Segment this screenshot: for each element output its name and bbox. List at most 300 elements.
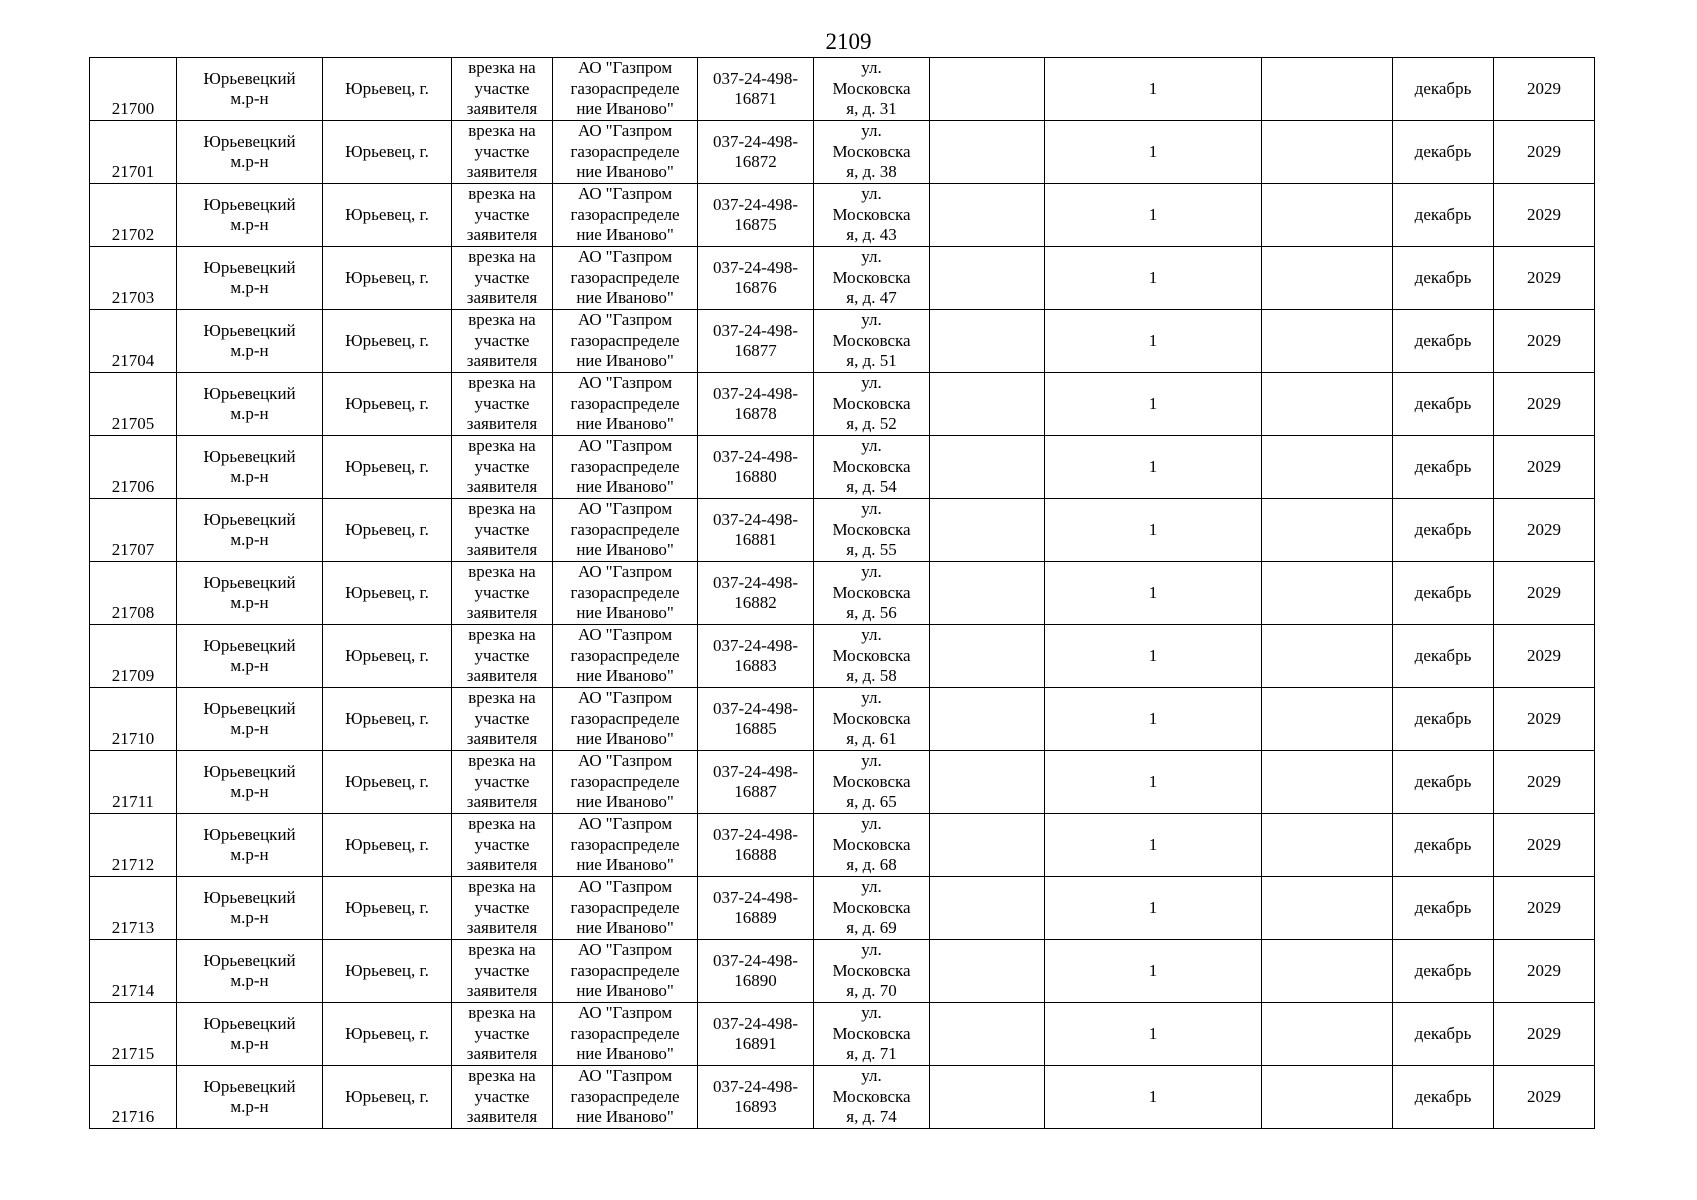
month-cell: декабрь [1393,310,1494,373]
object-code-cell [698,814,814,877]
cell-line: м.р-н [230,1097,269,1116]
cell-line: 16882 [734,593,777,612]
object-code-cell [698,499,814,562]
city-cell: Юрьевец, г. [323,1003,452,1066]
city-cell: Юрьевец, г. [323,373,452,436]
cell-line: газораспределе [570,78,680,98]
object-code-cell [698,184,814,247]
cell-line: ул. [861,814,882,834]
object-code-cell [698,1003,814,1066]
city-cell: Юрьевец, г. [323,625,452,688]
cell-line: заявителя [466,225,538,245]
cell-line: врезка на [468,184,536,204]
district-cell [177,688,323,751]
cell-line: ул. [861,310,882,330]
empty-cell [930,940,1045,1003]
district-cell [177,58,323,121]
district-cell [177,436,323,499]
month-cell: декабрь [1393,1066,1494,1129]
cell-line: Московска [832,393,911,413]
district-cell [177,310,323,373]
cell-line: я, д. 31 [846,99,897,119]
address-cell [814,310,930,373]
cell-line: ул. [861,877,882,897]
cell-line: участке [474,645,530,665]
address-cell [814,58,930,121]
address-cell [814,877,930,940]
cell-line: ние Иваново" [576,99,674,119]
district-cell [177,562,323,625]
district-cell [177,184,323,247]
connection-type-cell [452,877,553,940]
cell-line: заявителя [466,603,538,623]
cell-line: Московска [832,897,911,917]
row-number-cell: 21709 [90,625,177,688]
row-number-cell: 21705 [90,373,177,436]
cell-line: ул. [861,940,882,960]
city-cell: Юрьевец, г. [323,1066,452,1129]
cell-line: заявителя [466,162,538,182]
cell-line: АО "Газпром [578,940,672,960]
cell-line: ул. [861,436,882,456]
address-cell [814,1003,930,1066]
page-number: 2109 [825,29,872,54]
row-number-cell: 21707 [90,499,177,562]
city-cell: Юрьевец, г. [323,121,452,184]
cell-line: Юрьевецкий [203,887,296,907]
cell-line: участке [474,456,530,476]
cell-line: я, д. 69 [846,918,897,938]
year-cell: 2029 [1494,562,1595,625]
cell-line: Московска [832,582,911,602]
year-cell: 2029 [1494,1003,1595,1066]
cell-line: 037-24-498- [713,698,798,718]
organization-cell [553,688,698,751]
cell-line: АО "Газпром [578,499,672,519]
cell-line: 16872 [734,152,777,171]
year-cell: 2029 [1494,121,1595,184]
quantity-cell: 1 [1045,751,1262,814]
quantity-cell: 1 [1045,373,1262,436]
cell-line: АО "Газпром [578,58,672,78]
cell-line: м.р-н [230,467,269,486]
cell-line: врезка на [468,814,536,834]
city-cell: Юрьевец, г. [323,499,452,562]
empty-cell [1262,1003,1393,1066]
object-code-cell [698,121,814,184]
cell-line: ние Иваново" [576,918,674,938]
address-cell [814,373,930,436]
connection-type-cell [452,814,553,877]
cell-line: врезка на [468,1003,536,1023]
cell-line: врезка на [468,58,536,78]
connection-type-cell [452,1003,553,1066]
cell-line: я, д. 54 [846,477,897,497]
cell-line: заявителя [466,477,538,497]
cell-line: врезка на [468,121,536,141]
month-cell: декабрь [1393,1003,1494,1066]
cell-line: заявителя [466,351,538,371]
connection-type-cell [452,184,553,247]
empty-cell [1262,58,1393,121]
cell-line: участке [474,834,530,854]
row-number-cell: 21700 [90,58,177,121]
connection-type-cell [452,940,553,1003]
cell-line: ние Иваново" [576,414,674,434]
cell-line: участке [474,708,530,728]
cell-line: ние Иваново" [576,288,674,308]
cell-line: заявителя [466,855,538,875]
cell-line: АО "Газпром [578,310,672,330]
cell-line: ние Иваново" [576,1107,674,1127]
cell-line: 037-24-498- [713,68,798,88]
cell-line: 037-24-498- [713,761,798,781]
cell-line: м.р-н [230,530,269,549]
cell-line: врезка на [468,562,536,582]
quantity-cell: 1 [1045,499,1262,562]
cell-line: заявителя [466,540,538,560]
table-body [90,58,1595,1129]
cell-line: врезка на [468,373,536,393]
cell-line: Московска [832,834,911,854]
address-cell [814,247,930,310]
table-row [90,940,1595,1003]
month-cell: декабрь [1393,877,1494,940]
cell-line: Юрьевецкий [203,635,296,655]
connection-type-cell [452,1066,553,1129]
empty-cell [930,184,1045,247]
table-row [90,751,1595,814]
cell-line: 037-24-498- [713,446,798,466]
city-cell: Юрьевец, г. [323,310,452,373]
cell-line: ул. [861,751,882,771]
cell-line: газораспределе [570,393,680,413]
month-cell: декабрь [1393,688,1494,751]
empty-cell [1262,562,1393,625]
object-code-cell [698,625,814,688]
year-cell: 2029 [1494,1066,1595,1129]
cell-line: врезка на [468,625,536,645]
cell-line: 16877 [734,341,777,360]
connection-type-cell [452,562,553,625]
cell-line: ние Иваново" [576,162,674,182]
object-code-cell [698,940,814,1003]
cell-line: я, д. 43 [846,225,897,245]
cell-line: участке [474,393,530,413]
cell-line: участке [474,519,530,539]
cell-line: заявителя [466,729,538,749]
address-cell [814,814,930,877]
cell-line: врезка на [468,1066,536,1086]
cell-line: м.р-н [230,89,269,108]
address-cell [814,688,930,751]
cell-line: газораспределе [570,456,680,476]
address-cell [814,751,930,814]
month-cell: декабрь [1393,940,1494,1003]
cell-line: 037-24-498- [713,824,798,844]
cell-line: Юрьевецкий [203,131,296,151]
cell-line: газораспределе [570,1023,680,1043]
cell-line: ние Иваново" [576,666,674,686]
cell-line: заявителя [466,1044,538,1064]
empty-cell [930,373,1045,436]
cell-line: врезка на [468,247,536,267]
cell-line: Юрьевецкий [203,572,296,592]
cell-line: 037-24-498- [713,383,798,403]
organization-cell [553,499,698,562]
organization-cell [553,940,698,1003]
organization-cell [553,373,698,436]
year-cell: 2029 [1494,688,1595,751]
cell-line: АО "Газпром [578,1003,672,1023]
organization-cell [553,562,698,625]
cell-line: участке [474,582,530,602]
cell-line: м.р-н [230,782,269,801]
cell-line: 037-24-498- [713,509,798,529]
cell-line: Московска [832,141,911,161]
cell-line: я, д. 55 [846,540,897,560]
table-row [90,373,1595,436]
month-cell: декабрь [1393,814,1494,877]
year-cell: 2029 [1494,436,1595,499]
cell-line: АО "Газпром [578,436,672,456]
cell-line: Юрьевецкий [203,446,296,466]
object-code-cell [698,58,814,121]
empty-cell [930,814,1045,877]
quantity-cell: 1 [1045,436,1262,499]
empty-cell [930,247,1045,310]
object-code-cell [698,751,814,814]
cell-line: я, д. 68 [846,855,897,875]
cell-line: ул. [861,625,882,645]
city-cell: Юрьевец, г. [323,436,452,499]
city-cell: Юрьевец, г. [323,940,452,1003]
row-number-cell: 21710 [90,688,177,751]
cell-line: ул. [861,688,882,708]
object-code-cell [698,436,814,499]
organization-cell [553,625,698,688]
table-row [90,562,1595,625]
row-number-cell: 21712 [90,814,177,877]
cell-line: ул. [861,499,882,519]
organization-cell [553,436,698,499]
month-cell: декабрь [1393,58,1494,121]
city-cell: Юрьевец, г. [323,562,452,625]
empty-cell [930,310,1045,373]
object-code-cell [698,247,814,310]
table-row [90,814,1595,877]
quantity-cell: 1 [1045,1003,1262,1066]
cell-line: ние Иваново" [576,729,674,749]
year-cell: 2029 [1494,310,1595,373]
cell-line: 16888 [734,845,777,864]
cell-line: Юрьевецкий [203,194,296,214]
cell-line: ние Иваново" [576,477,674,497]
connection-type-cell [452,373,553,436]
cell-line: 037-24-498- [713,635,798,655]
cell-line: ул. [861,1066,882,1086]
cell-line: м.р-н [230,845,269,864]
cell-line: ул. [861,58,882,78]
cell-line: ул. [861,1003,882,1023]
cell-line: 16885 [734,719,777,738]
cell-line: я, д. 74 [846,1107,897,1127]
empty-cell [1262,184,1393,247]
cell-line: Московска [832,267,911,287]
cell-line: газораспределе [570,771,680,791]
quantity-cell: 1 [1045,310,1262,373]
district-cell [177,877,323,940]
cell-line: я, д. 58 [846,666,897,686]
cell-line: АО "Газпром [578,814,672,834]
empty-cell [1262,814,1393,877]
cell-line: 16881 [734,530,777,549]
year-cell: 2029 [1494,58,1595,121]
row-number-cell: 21714 [90,940,177,1003]
cell-line: ул. [861,121,882,141]
cell-line: участке [474,267,530,287]
cell-line: 037-24-498- [713,950,798,970]
cell-line: м.р-н [230,1034,269,1053]
empty-cell [1262,940,1393,1003]
cell-line: м.р-н [230,152,269,171]
address-cell [814,562,930,625]
empty-cell [1262,625,1393,688]
cell-line: м.р-н [230,215,269,234]
organization-cell [553,814,698,877]
connection-type-cell [452,625,553,688]
cell-line: участке [474,204,530,224]
month-cell: декабрь [1393,373,1494,436]
cell-line: АО "Газпром [578,751,672,771]
cell-line: АО "Газпром [578,373,672,393]
address-cell [814,1066,930,1129]
cell-line: заявителя [466,981,538,1001]
organization-cell [553,58,698,121]
month-cell: декабрь [1393,436,1494,499]
cell-line: я, д. 61 [846,729,897,749]
address-cell [814,184,930,247]
cell-line: АО "Газпром [578,625,672,645]
cell-line: Московска [832,771,911,791]
row-number-cell: 21711 [90,751,177,814]
empty-cell [930,1066,1045,1129]
quantity-cell: 1 [1045,625,1262,688]
cell-line: заявителя [466,288,538,308]
empty-cell [1262,1066,1393,1129]
cell-line: участке [474,897,530,917]
quantity-cell: 1 [1045,1066,1262,1129]
row-number-cell: 21704 [90,310,177,373]
district-cell [177,814,323,877]
cell-line: м.р-н [230,971,269,990]
connection-type-cell [452,688,553,751]
cell-line: 16889 [734,908,777,927]
cell-line: 16880 [734,467,777,486]
object-code-cell [698,877,814,940]
district-cell [177,499,323,562]
cell-line: Московска [832,519,911,539]
cell-line: Московска [832,1023,911,1043]
cell-line: участке [474,771,530,791]
month-cell: декабрь [1393,499,1494,562]
cell-line: газораспределе [570,834,680,854]
city-cell: Юрьевец, г. [323,184,452,247]
empty-cell [1262,688,1393,751]
cell-line: АО "Газпром [578,877,672,897]
cell-line: 16890 [734,971,777,990]
organization-cell [553,877,698,940]
cell-line: газораспределе [570,645,680,665]
quantity-cell: 1 [1045,121,1262,184]
quantity-cell: 1 [1045,184,1262,247]
table-row [90,121,1595,184]
row-number-cell: 21713 [90,877,177,940]
row-number-cell: 21706 [90,436,177,499]
organization-cell [553,184,698,247]
row-number-cell: 21701 [90,121,177,184]
empty-cell [1262,751,1393,814]
cell-line: врезка на [468,436,536,456]
cell-line: газораспределе [570,141,680,161]
empty-cell [1262,436,1393,499]
empty-cell [930,562,1045,625]
quantity-cell: 1 [1045,562,1262,625]
cell-line: врезка на [468,751,536,771]
cell-line: газораспределе [570,960,680,980]
cell-line: ние Иваново" [576,792,674,812]
cell-line: Московска [832,1086,911,1106]
quantity-cell: 1 [1045,877,1262,940]
cell-line: Юрьевецкий [203,68,296,88]
cell-line: 16876 [734,278,777,297]
cell-line: Московска [832,456,911,476]
object-code-cell [698,1066,814,1129]
quantity-cell: 1 [1045,814,1262,877]
cell-line: ние Иваново" [576,603,674,623]
year-cell: 2029 [1494,373,1595,436]
cell-line: Юрьевецкий [203,950,296,970]
cell-line: 037-24-498- [713,572,798,592]
quantity-cell: 1 [1045,940,1262,1003]
table-row [90,1003,1595,1066]
cell-line: Московска [832,78,911,98]
cell-line: 037-24-498- [713,1076,798,1096]
district-cell [177,1066,323,1129]
cell-line: м.р-н [230,656,269,675]
cell-line: Юрьевецкий [203,761,296,781]
district-cell [177,625,323,688]
cell-line: Юрьевецкий [203,698,296,718]
month-cell: декабрь [1393,121,1494,184]
cell-line: м.р-н [230,278,269,297]
cell-line: заявителя [466,918,538,938]
cell-line: участке [474,330,530,350]
connection-type-cell [452,751,553,814]
year-cell: 2029 [1494,184,1595,247]
cell-line: 037-24-498- [713,131,798,151]
cell-line: Московска [832,645,911,665]
cell-line: заявителя [466,1107,538,1127]
object-code-cell [698,310,814,373]
district-cell [177,1003,323,1066]
cell-line: АО "Газпром [578,688,672,708]
empty-cell [930,877,1045,940]
table-row [90,247,1595,310]
year-cell: 2029 [1494,499,1595,562]
cell-line: участке [474,141,530,161]
month-cell: декабрь [1393,247,1494,310]
